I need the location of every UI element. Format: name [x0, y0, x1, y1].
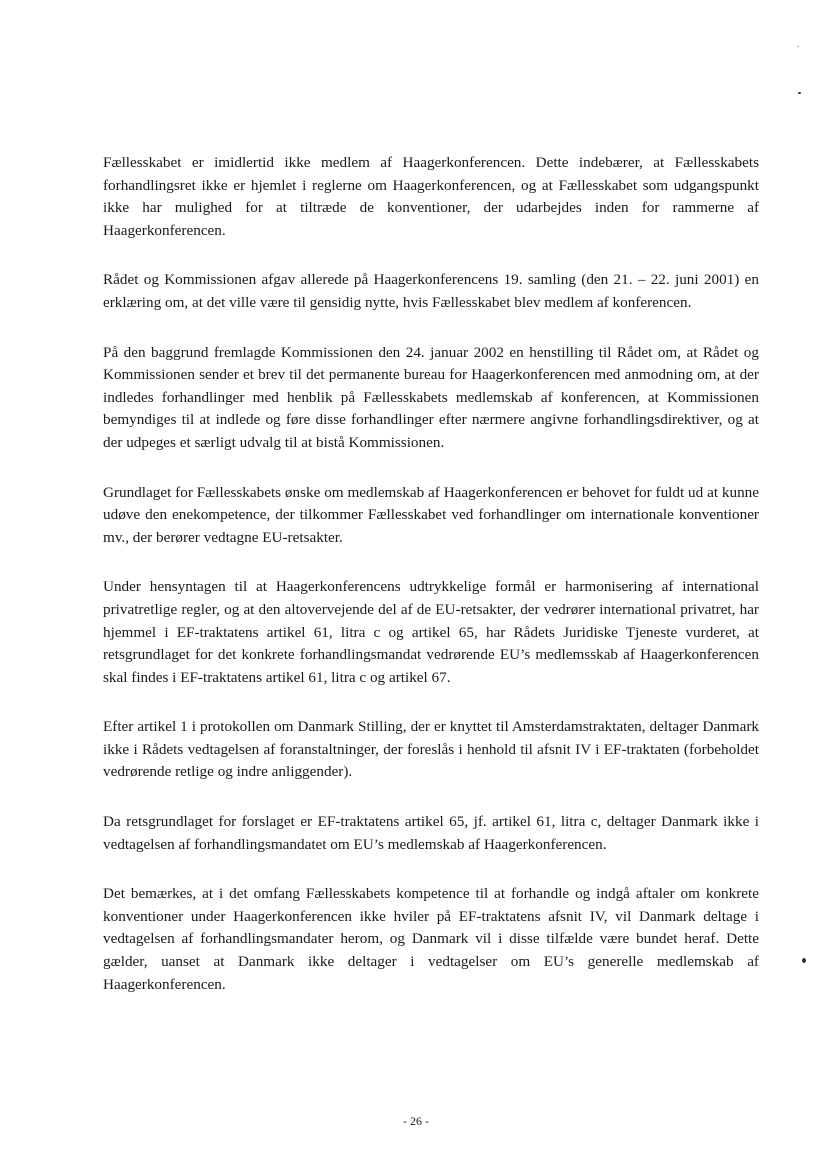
paragraph-remark: Det bemærkes, at i det omfang Fællesskabets kompetence til at forhandle og indgå aftaler om konkrete konventioner under Haagerkonferencen ikke hviler på EF-traktatens afsnit IV, vil Danmark deltage i vedtagelsen af forhandlingsmandater herom, og Danmark vil i disse tilfælde være bundet heraf. Dette gælder, uanset at Danmark ikke deltager i vedtagelser om EU’s generelle medlemskab af Haagerkonferencen. — [103, 885, 759, 993]
paragraph-danish-participation: Da retsgrundlaget for forslaget er EF-traktatens artikel 65, jf. artikel 61, litra c, deltager Danmark ikke i vedtagelsen af forhandlingsmandatet om EU’s medlemskab af Haagerkonferencen. — [103, 813, 759, 853]
page-number: - 26 - — [403, 1114, 429, 1128]
paragraph-recommendation: På den baggrund fremlagde Kommissionen den 24. januar 2002 en henstilling til Rådet om, at Rådet og Kommissionen sender et brev til det permanente bureau for Haagerkonferencen med anmodning om, at der indledes forhandlinger med henblik på Fællesskabets medlemskab af konferencen, at Kommissionen bemyndiges til at indlede og føre disse forhandlinger efter nærmere angivne forhandlingsdirektiver, og at der udpeges et særligt udvalg til at bistå Kommissionen. — [103, 343, 759, 451]
paragraph-basis: Grundlaget for Fællesskabets ønske om medlemskab af Haagerkonferencen er behovet for fuldt ud at kunne udøve den enekompetence, der tilkommer Fællesskabet ved forhandlinger om internationale konventioner mv., der berører vedtagne EU-retsakter. — [103, 483, 759, 546]
paragraph-membership-status: Fællesskabet er imidlertid ikke medlem af Haagerkonferencen. Dette indebærer, at Fællesskabets forhandlingsret ikke er hjemlet i reglerne om Haagerkonferencen, og at Fællesskabet som udgangspunkt ikke har mulighed for at tiltræde de konventioner, der udarbejdes inden for rammerne af Haagerkonferencen. — [103, 154, 759, 239]
paragraph-declaration: Rådet og Kommissionen afgav allerede på Haagerkonferencens 19. samling (den 21. – 22. juni 2001) en erklæring om, at det ville være til gensidig nytte, hvis Fællesskabet blev medlem af konferencen. — [103, 271, 759, 311]
scan-speck — [797, 46, 799, 47]
scan-speck — [798, 92, 801, 94]
paragraph-protocol: Efter artikel 1 i protokollen om Danmark Stilling, der er knyttet til Amsterdamstraktaten, deltager Danmark ikke i Rådets vedtagelsen af foranstaltninger, der foreslås i henhold til afsnit IV i EF-traktaten (forbeholdet vedrørende retlige og indre anliggender). — [103, 718, 759, 781]
document-body — [103, 152, 759, 1023]
scan-speck — [802, 958, 806, 963]
paragraph-legal-basis: Under hensyntagen til at Haagerkonferencens udtrykkelige formål er harmonisering af international privatretlige regler, og at den altovervejende del af de EU-retsakter, der vedrører international privatret, har hjemmel i EF-traktatens artikel 61, litra c og artikel 65, har Rådets Juridiske Tjeneste vurderet, at retsgrundlaget for det konkrete forhandlingsmandat vedrørende EU’s medlemsskab af Haagerkonferencen skal findes i EF-traktatens artikel 61, litra c og artikel 67. — [103, 578, 759, 686]
